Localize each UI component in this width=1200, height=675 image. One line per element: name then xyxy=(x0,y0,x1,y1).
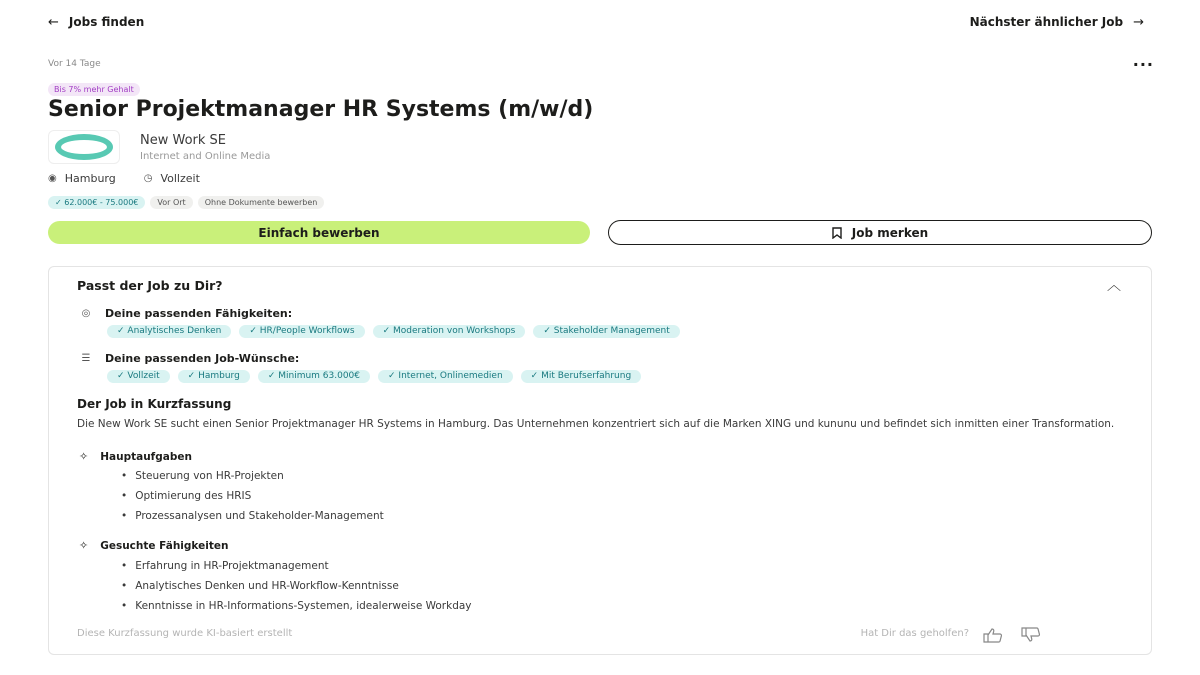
skill-chip: ✓ HR/People Workflows xyxy=(239,325,364,338)
chevron-up-icon[interactable]: ︿ xyxy=(1107,278,1121,294)
thumbs-down-icon[interactable] xyxy=(1019,627,1043,643)
wish-chip: ✓ Vollzeit xyxy=(107,370,170,383)
skill-chip-text: Stakeholder Management xyxy=(553,326,670,336)
job-facts xyxy=(48,172,200,185)
wish-chip-text: Minimum 63.000€ xyxy=(278,371,361,381)
summary-text: Die New Work SE sucht einen Senior Projektmanager HR Systems in Hamburg. Das Unternehmen konzentriert sich auf die Marken XING und kununu und befindet sich inmitten einer Transformation. xyxy=(77,418,1115,430)
more-options-icon[interactable]: ··· xyxy=(1132,55,1154,74)
location-text: Hamburg xyxy=(64,172,116,185)
matching-skills-label: Deine passenden Fähigkeiten: xyxy=(105,307,293,320)
matching-wishes-chips xyxy=(107,370,641,383)
wish-chip-text: Hamburg xyxy=(198,371,240,381)
list-item: • Analytisches Denken und HR-Workflow-Kenntnisse xyxy=(121,580,399,592)
list-item-text: Prozessanalysen und Stakeholder-Management xyxy=(135,510,384,522)
arrow-left-icon: ← xyxy=(48,14,59,30)
job-fit-card xyxy=(48,266,1152,655)
list-item-text: Optimierung des HRIS xyxy=(135,490,252,502)
apply-button[interactable]: Einfach bewerben xyxy=(48,221,590,244)
next-similar-job-link[interactable] xyxy=(970,15,1144,30)
back-label: Jobs finden xyxy=(68,15,145,29)
layers-icon: ◎ xyxy=(81,308,91,319)
wish-chip: ✓ Hamburg xyxy=(178,370,250,383)
employment-type-fact xyxy=(144,172,200,185)
salary-chip: ✓ 62.000€ - 75.000€ xyxy=(48,196,145,209)
matching-skills-chips xyxy=(107,325,680,338)
matching-wishes-label: Deine passenden Job-Wünsche: xyxy=(105,352,300,365)
top-navigation xyxy=(48,14,1144,30)
wish-chip: ✓ Minimum 63.000€ xyxy=(258,370,370,383)
bookmark-icon xyxy=(832,227,842,239)
list-item: • Erfahrung in HR-Projektmanagement xyxy=(121,560,329,572)
salary-tag: Bis 7% mehr Gehalt xyxy=(48,83,140,96)
list-item-text: Erfahrung in HR-Projektmanagement xyxy=(135,560,329,572)
next-label: Nächster ähnlicher Job xyxy=(969,15,1124,29)
company-logo[interactable] xyxy=(48,130,120,164)
main-tasks-heading xyxy=(79,450,192,463)
company-logo-mark xyxy=(55,134,113,160)
feedback-buttons xyxy=(981,627,1043,643)
summary-heading: Der Job in Kurzfassung xyxy=(77,397,232,411)
skill-chip-text: Moderation von Workshops xyxy=(393,326,516,336)
list-item-text: Analytisches Denken und HR-Workflow-Kenntnisse xyxy=(135,580,399,592)
wish-chip: ✓ Internet, Onlinemedien xyxy=(378,370,513,383)
list-item-text: Kenntnisse in HR-Informations-Systemen, idealerweise Workday xyxy=(135,600,472,612)
posted-date: Vor 14 Tage xyxy=(48,59,101,69)
fit-heading: Passt der Job zu Dir? xyxy=(77,278,223,293)
salary-chip-text: 62.000€ - 75.000€ xyxy=(64,198,139,207)
company-name[interactable]: New Work SE xyxy=(140,132,227,148)
list-item: • Kenntnisse in HR-Informations-Systemen, idealerweise Workday xyxy=(121,600,472,612)
save-job-button[interactable] xyxy=(608,220,1152,245)
workplace-chip: Vor Ort xyxy=(150,196,192,209)
feedback-question: Hat Dir das geholfen? xyxy=(860,628,969,639)
list-item: • Prozessanalysen und Stakeholder-Management xyxy=(121,510,384,522)
ai-disclaimer: Diese Kurzfassung wurde KI-basiert erstellt xyxy=(77,628,293,639)
skill-chip: ✓ Moderation von Workshops xyxy=(373,325,526,338)
required-skills-heading xyxy=(79,539,228,552)
wish-chip-text: Vollzeit xyxy=(127,371,160,381)
company-industry: Internet and Online Media xyxy=(140,150,271,162)
list-item-text: Steuerung von HR-Projekten xyxy=(135,470,284,482)
skill-chip: ✓ Analytisches Denken xyxy=(107,325,231,338)
sparkle-icon: ✧ xyxy=(79,450,89,463)
wish-chip-text: Mit Berufserfahrung xyxy=(541,371,632,381)
sparkle-icon: ✧ xyxy=(79,539,89,552)
job-title: Senior Projektmanager HR Systems (m/w/d) xyxy=(48,97,594,122)
back-to-jobs-link[interactable] xyxy=(48,15,144,30)
save-job-label: Job merken xyxy=(851,225,929,240)
main-tasks-label: Hauptaufgaben xyxy=(100,450,192,463)
clock-icon: ◷ xyxy=(143,173,153,184)
list-item: • Optimierung des HRIS xyxy=(121,490,252,502)
required-skills-label: Gesuchte Fähigkeiten xyxy=(100,539,229,552)
location-fact xyxy=(48,172,116,185)
skill-chip-text: HR/People Workflows xyxy=(259,326,355,336)
easy-apply-chip: Ohne Dokumente bewerben xyxy=(198,196,325,209)
matching-skills-heading xyxy=(79,307,292,320)
thumbs-up-icon[interactable] xyxy=(981,627,1005,643)
arrow-right-icon: → xyxy=(1133,14,1144,30)
list-item: • Steuerung von HR-Projekten xyxy=(121,470,284,482)
job-chips xyxy=(48,196,324,209)
company-info xyxy=(48,130,270,164)
wish-chip-text: Internet, Onlinemedien xyxy=(398,371,503,381)
skill-chip: ✓ Stakeholder Management xyxy=(533,325,679,338)
wish-chip: ✓ Mit Berufserfahrung xyxy=(521,370,641,383)
employment-type-text: Vollzeit xyxy=(160,172,200,185)
list-icon: ☰ xyxy=(81,353,91,364)
matching-wishes-heading xyxy=(79,352,299,365)
skill-chip-text: Analytisches Denken xyxy=(127,326,222,336)
location-pin-icon: ◉ xyxy=(48,173,57,184)
